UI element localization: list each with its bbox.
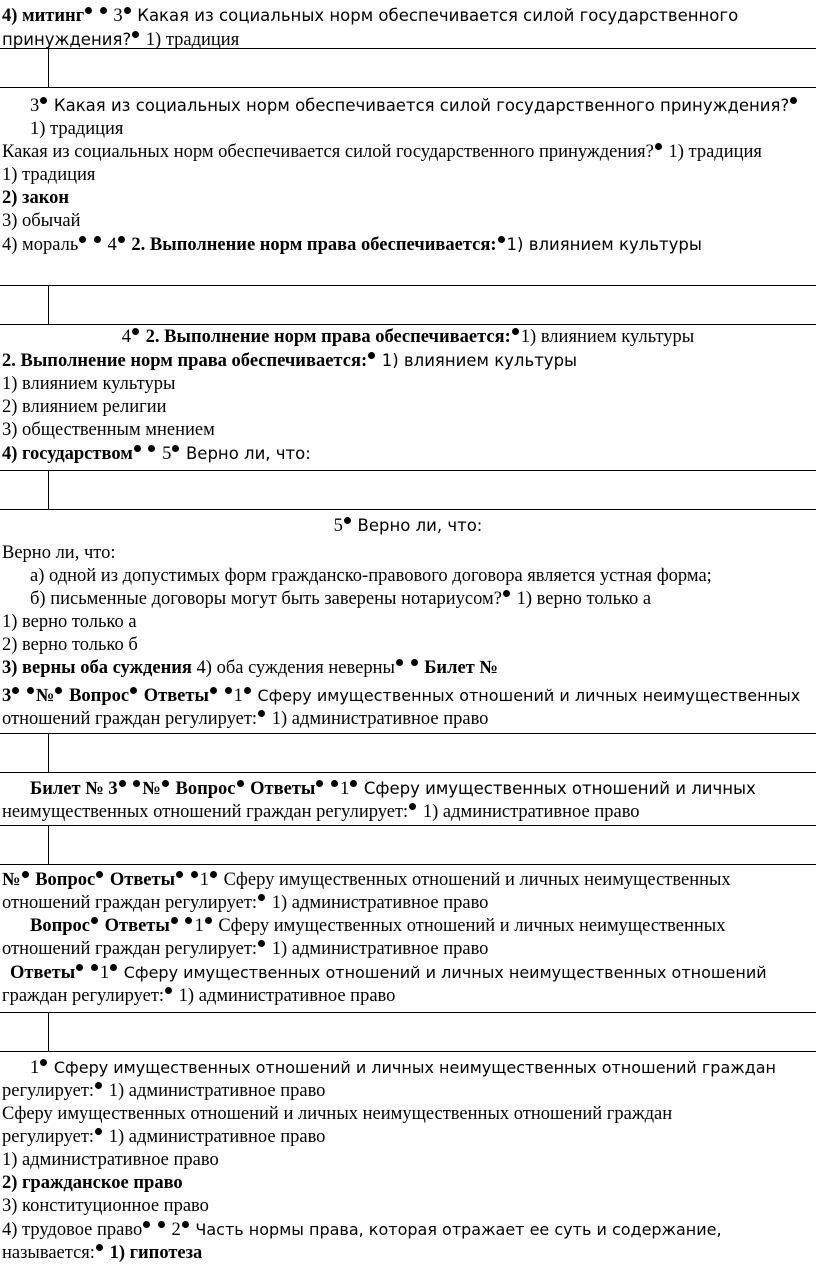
option-3: 3) общественным мнением [2, 420, 215, 440]
question-number: 2 [166, 1220, 181, 1240]
answer-text: 1) традиция [668, 142, 762, 162]
answer-text: 1) административное право [271, 939, 489, 959]
question-number: 1 [194, 916, 204, 936]
question-text: Сферу имущественных отношений и личных неимущественных отношений [123, 963, 767, 982]
option-3-correct: 3) верны оба суждения [2, 658, 192, 678]
answers-label: Ответы [109, 870, 176, 890]
q4-full-line-2 [2, 1126, 814, 1149]
q1-full-line [2, 141, 814, 164]
option-4-line [2, 233, 814, 257]
option-3: 3) обычай [2, 211, 81, 231]
prev-answer-bold: 4) митинг [2, 6, 85, 26]
question-text: Сферу имущественных отношений и личных неимущественных отношений граждан [2, 1104, 673, 1124]
question-number: 4 [102, 235, 117, 255]
statement-b-line [2, 588, 814, 611]
bullet-icon [205, 917, 212, 924]
question-text: 2. Выполнение норм права обеспечивается: [2, 351, 368, 371]
q3-repeat-line [2, 514, 814, 538]
table-row-empty [0, 470, 816, 510]
option-2: 2) влиянием религии [2, 397, 167, 417]
number-sign: № [2, 870, 21, 890]
question-text: Какая из социальных норм обеспечивается силой государственного принуждения? [2, 6, 739, 49]
bullet-icon [132, 328, 139, 335]
answer-text: 1) административное право [178, 986, 396, 1006]
bullet-icon [191, 871, 198, 878]
question-text: Сферу имущественных отношений и личных [363, 779, 756, 798]
ot-line-1 [2, 961, 814, 985]
question-text: 2. Выполнение норм права обеспечивается: [145, 327, 511, 347]
q4-block [0, 1056, 816, 1265]
question-text: неимущественных отношений граждан регулирует: [2, 802, 409, 822]
bullet-icon [22, 871, 29, 878]
bullet-icon [316, 780, 323, 787]
option-1: 1) административное право [2, 1150, 219, 1170]
bullet-icon [258, 894, 265, 901]
answers-label: Ответы [143, 686, 209, 706]
question-number: 1 [233, 686, 243, 706]
bullet-icon [344, 517, 351, 524]
q2-full-line [2, 349, 814, 373]
answer-text: 1) административное право [422, 802, 640, 822]
option-4: 4) оба суждения неверны [196, 658, 395, 678]
question-number: 3 [108, 6, 123, 26]
table-row-empty [0, 1012, 816, 1052]
bullet-icon [143, 1221, 150, 1228]
bullet-icon [368, 352, 375, 359]
option-4: 4) мораль [2, 235, 79, 255]
answers-label: Ответы [104, 916, 170, 936]
table-cell [48, 49, 49, 87]
bullet-icon [76, 964, 83, 971]
answer-text: 1) верно только а [516, 589, 652, 609]
question-label: Вопрос [30, 916, 90, 936]
number-sign: № [35, 686, 55, 706]
bullet-icon [94, 236, 101, 243]
bullet-icon [118, 236, 125, 243]
answer-text: 1) административное право [108, 1081, 326, 1101]
bullet-icon [95, 1128, 102, 1135]
question-text: регулирует: [2, 1081, 95, 1101]
bullet-icon [409, 803, 416, 810]
statement-b: б) письменные договоры могут быть заверены нотариусом? [30, 589, 502, 609]
chain-line-2 [2, 708, 814, 731]
bullet-icon [350, 780, 357, 787]
bullet-icon [119, 780, 126, 787]
chain-line-1 [2, 684, 814, 708]
bullet-icon [100, 7, 107, 14]
question-text: Сферу имущественных отношений и личных неимущественных [223, 870, 731, 890]
bullet-icon [85, 7, 92, 14]
q2-repeat-line [2, 326, 814, 349]
question-number: 4 [121, 327, 132, 347]
option-3-line [2, 657, 814, 680]
q4-repeat-line-2 [2, 1080, 814, 1103]
option-4-correct: 4) государством [2, 444, 133, 464]
option-1: 1) традиция [2, 165, 96, 185]
bullet-icon [130, 687, 137, 694]
question-text: регулирует: [2, 1127, 95, 1147]
ticket-number: 3 [2, 686, 12, 706]
question-label: Вопрос [69, 686, 130, 706]
bullet-icon [790, 97, 797, 104]
bullet-icon [411, 659, 418, 666]
option-2-correct: 2) гражданское право [2, 1173, 183, 1193]
bullet-icon [655, 143, 662, 150]
q2-block [0, 326, 816, 466]
ticket-block [0, 777, 816, 824]
bullet-icon [55, 687, 62, 694]
bullet-icon [331, 780, 338, 787]
question-text: Верно ли, что: [357, 516, 483, 535]
table-row-empty [0, 285, 816, 325]
question-number: 5 [333, 516, 343, 536]
ticket-line-2 [2, 801, 814, 824]
statement-a: а) одной из допустимых форм гражданско-правового договора является устная форма; [30, 566, 712, 586]
option-1: 1) влиянием культуры [2, 374, 176, 394]
question-text: Какая из социальных норм обеспечивается силой государственного принуждения? [2, 142, 654, 162]
question-number: 1 [339, 779, 350, 799]
table-cell [48, 286, 49, 324]
q5-line-2 [2, 1242, 814, 1265]
bullet-icon [225, 687, 232, 694]
bullet-icon [110, 964, 117, 971]
question-text: Верно ли, что: [185, 444, 311, 463]
bullet-icon [162, 780, 169, 787]
table-cell [48, 471, 49, 509]
question-text: Сферу имущественных отношений и личных неимущественных [218, 916, 726, 936]
question-text: Верно ли, что: [2, 543, 116, 563]
bullet-icon [124, 7, 131, 14]
q1-header-line [2, 4, 814, 52]
vq-line-1 [2, 915, 814, 938]
bullet-icon [79, 236, 86, 243]
bullet-icon [96, 1244, 103, 1251]
bullet-icon [40, 97, 47, 104]
option-1: 1) верно только а [2, 612, 137, 632]
vq-line-2 [2, 938, 814, 961]
answer-text: 1) традиция [145, 30, 240, 50]
answers-label: Ответы [250, 779, 316, 799]
bullet-icon [258, 940, 265, 947]
bullet-icon [165, 987, 172, 994]
question-text: Сферу имущественных отношений и личных неимущественных отношений граждан [53, 1058, 776, 1077]
number-sign: № [142, 779, 161, 799]
option-4-line [2, 442, 814, 466]
bullet-icon [133, 780, 140, 787]
answer-text: 1) влиянием культуры [381, 351, 578, 370]
ticket-line-1 [2, 777, 814, 801]
bullet-icon [498, 236, 505, 243]
bullet-icon [40, 1059, 47, 1066]
answer-text: 1) административное право [108, 1127, 326, 1147]
ticket-label: Билет № 3 [30, 779, 118, 799]
q4-repeat-line [2, 1056, 814, 1080]
table-cell [48, 1013, 49, 1051]
option-4: 4) трудовое право [2, 1220, 143, 1240]
answer-text: 1) административное право [271, 893, 489, 913]
option-3: 3) конституционное право [2, 1196, 209, 1216]
bullet-icon [172, 445, 179, 452]
question-number: 3 [30, 96, 40, 116]
table-cell [48, 734, 49, 772]
bullet-icon [237, 780, 244, 787]
q1-header [0, 4, 816, 52]
bullet-icon [503, 590, 510, 597]
bullet-icon [158, 1221, 165, 1228]
question-number: 1 [30, 1058, 40, 1078]
bullet-icon [396, 659, 403, 666]
table-cell [48, 826, 49, 864]
bullet-icon [185, 917, 192, 924]
answer-text: 1) влиянием культуры [506, 235, 702, 254]
question-text: отношений граждан регулирует: [2, 939, 258, 959]
no-line-2 [2, 892, 814, 915]
ticket-label: Билет № [424, 658, 498, 678]
answer-text: 1) административное право [271, 709, 489, 729]
ot-line-2 [2, 985, 814, 1008]
table-row-empty [0, 733, 816, 773]
bullet-icon [512, 328, 519, 335]
bullet-icon [210, 871, 217, 878]
bullet-icon [258, 710, 265, 717]
question-text: отношений граждан регулирует: [2, 893, 258, 913]
answer-text: 1) традиция [30, 119, 124, 139]
table-row-empty [0, 825, 816, 865]
option-2: 2) верно только б [2, 635, 138, 655]
q1-repeat [0, 94, 816, 257]
bullet-icon [176, 871, 183, 878]
question-label: Вопрос [175, 779, 236, 799]
option-2-correct: 2) закон [2, 188, 70, 208]
question-text: Какая из социальных норм обеспечивается силой государственного принуждения? [53, 96, 790, 115]
bullet-icon [12, 687, 19, 694]
option-4-line [2, 1218, 814, 1242]
question-text: Сферу имущественных отношений и личных неимущественных [257, 686, 801, 705]
bullet-icon [96, 871, 103, 878]
bullet-icon [95, 1082, 102, 1089]
table-row-empty [0, 48, 816, 88]
question-text: 2. Выполнение норм права обеспечивается: [131, 235, 497, 255]
question-text: называется: [2, 1243, 95, 1263]
q1-repeat-line [2, 94, 814, 141]
bullet-icon [132, 31, 139, 38]
question-number: 5 [157, 444, 172, 464]
question-label: Вопрос [35, 870, 96, 890]
q3-block [0, 514, 816, 731]
bullet-icon [134, 445, 141, 452]
bullet-icon [244, 687, 251, 694]
answers-label: Ответы [10, 963, 76, 983]
bullet-icon [91, 964, 98, 971]
question-text: Часть нормы права, которая отражает ее суть и содержание, [195, 1220, 722, 1239]
question-text: отношений граждан регулирует: [2, 709, 258, 729]
bullet-icon [148, 445, 155, 452]
bullet-icon [91, 917, 98, 924]
question-number: 1 [99, 963, 110, 983]
chain-block [0, 869, 816, 1008]
bullet-icon [27, 687, 34, 694]
bullet-icon [182, 1221, 189, 1228]
bullet-icon [210, 687, 217, 694]
bullet-icon [171, 917, 178, 924]
question-text: граждан регулирует: [2, 986, 165, 1006]
answer-text: 1) гипотеза [109, 1243, 203, 1263]
answer-text: 1) влиянием культуры [520, 327, 695, 347]
no-line-1 [2, 869, 814, 892]
question-number: 1 [199, 870, 209, 890]
